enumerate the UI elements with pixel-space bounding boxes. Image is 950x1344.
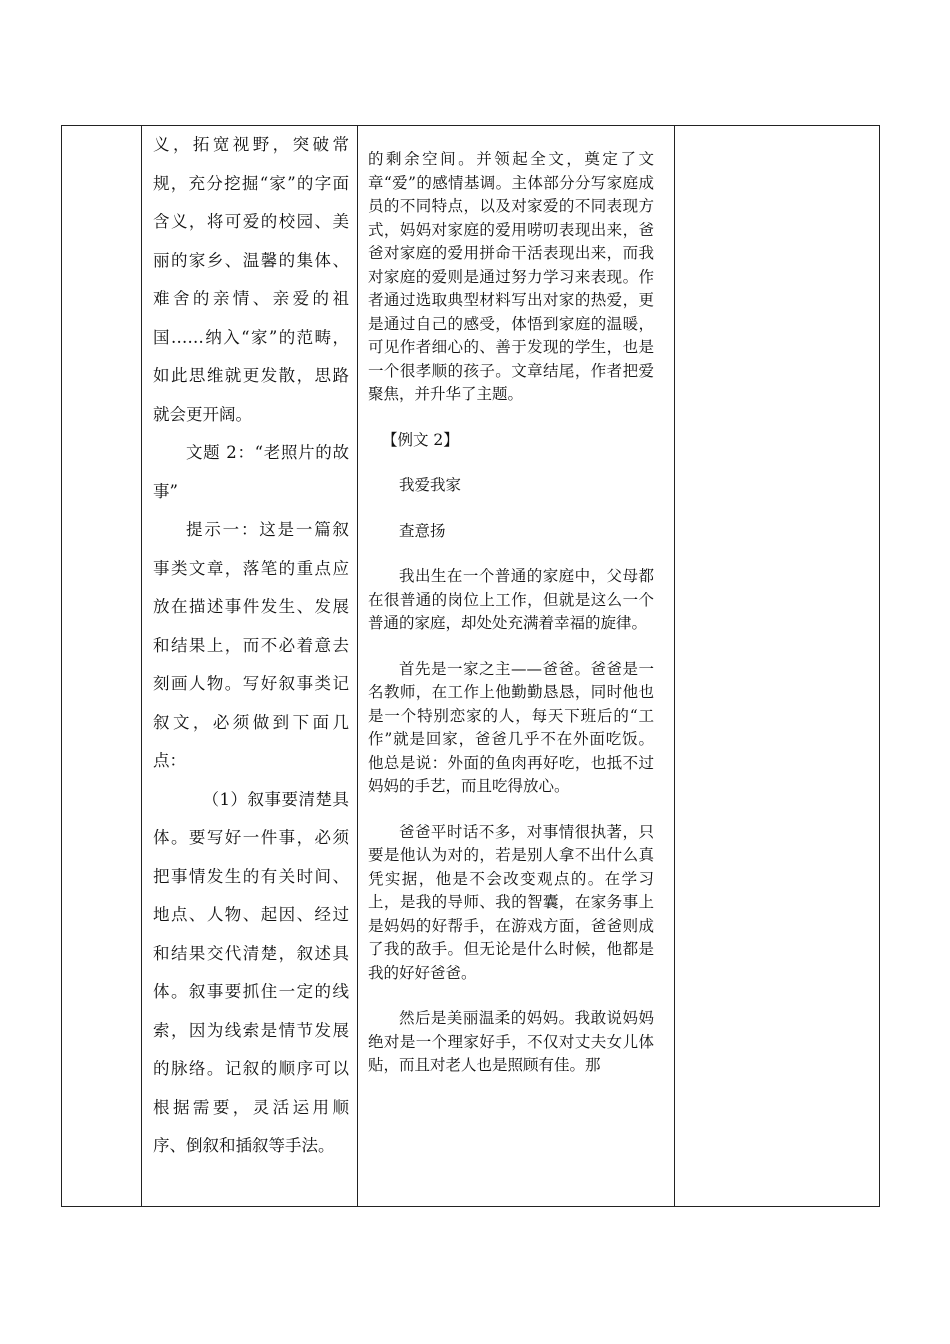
essay-paragraph-4: 然后是美丽温柔的妈妈。我敢说妈妈绝对是一个理家好手，不仅对丈夫女儿体贴，而且对老人也是照顾有佳。那 xyxy=(368,1009,654,1074)
hint-column xyxy=(142,126,358,1207)
hint-paragraph-3: （1）叙事要清楚具体。要写好一件事，必须把事情发生的有关时间、地点、人物、起因、经过和结果交代清楚，叙述具体。叙事要抓住一定的线索，因为线索是情节发展的脉络。记叙的顺序可以根据需要，灵活运用顺序、倒叙和插叙等手法。 xyxy=(153,789,349,1155)
essay-author: 查意扬 xyxy=(399,521,446,540)
document-table xyxy=(61,125,880,1207)
empty-cell-right xyxy=(675,126,880,1207)
hint-paragraph-1: 义，拓宽视野，突破常规，充分挖掘“家”的字面含义，将可爱的校园、美丽的家乡、温馨的集体、难舍的亲情、亲爱的祖国……纳入“家”的范畴，如此思维就更发散，思路就会更开阔。 xyxy=(153,135,349,424)
commentary-paragraph: 的剩余空间。并领起全文，奠定了文章“爱”的感情基调。主体部分分写家庭成员的不同特点，以及对家爱的不同表现方式，妈妈对家庭的爱用唠叨表现出来，爸爸对家庭的爱用拼命干活表现出来，而我对家庭的爱则是通过努力学习来表现。作者通过选取典型材料写出对家的热爱，更是通过自己的感受，体悟到家庭的温暖，可见作者细心的、善于发现的学生，也是一个很孝顺的孩子。文章结尾，作者把爱聚焦，并升华了主题。 xyxy=(368,150,654,403)
essay-paragraph-1: 我出生在一个普通的家庭中，父母都在很普通的岗位上工作，但就是这么一个普通的家庭，却处处充满着幸福的旋律。 xyxy=(368,567,654,632)
essay-paragraph-3: 爸爸平时话不多，对事情很执著，只要是他认为对的，若是别人拿不出什么真凭实据，他是不会改变观点的。在学习上，是我的导师、我的智囊，在家务事上是妈妈的好帮手，在游戏方面，爸爸则成了我的敌手。但无论是什么时候，他都是我的好好爸爸。 xyxy=(368,822,654,982)
table-row xyxy=(62,126,880,1207)
hint-paragraph-2: 提示一：这是一篇叙事类文章，落笔的重点应放在描述事件发生、发展和结果上，而不必着意去刻画人物。写好叙事类记叙文，必须做到下面几点： xyxy=(153,520,349,770)
empty-cell-left xyxy=(62,126,142,1207)
essay-title: 我爱我家 xyxy=(399,476,462,494)
topic-2-heading: 文题 2：“老照片的故事” xyxy=(153,443,349,501)
example-column xyxy=(358,126,675,1207)
example-label: 【例文 2】 xyxy=(382,430,459,449)
essay-paragraph-2: 首先是一家之主——爸爸。爸爸是一名教师，在工作上他勤勤恳恳，同时他也是一个特别恋家的人，每天下班后的“工作”就是回家，爸爸几乎不在外面吃饭。他总是说：外面的鱼肉再好吃，也抵不过妈妈的手艺，而且吃得放心。 xyxy=(368,659,654,795)
